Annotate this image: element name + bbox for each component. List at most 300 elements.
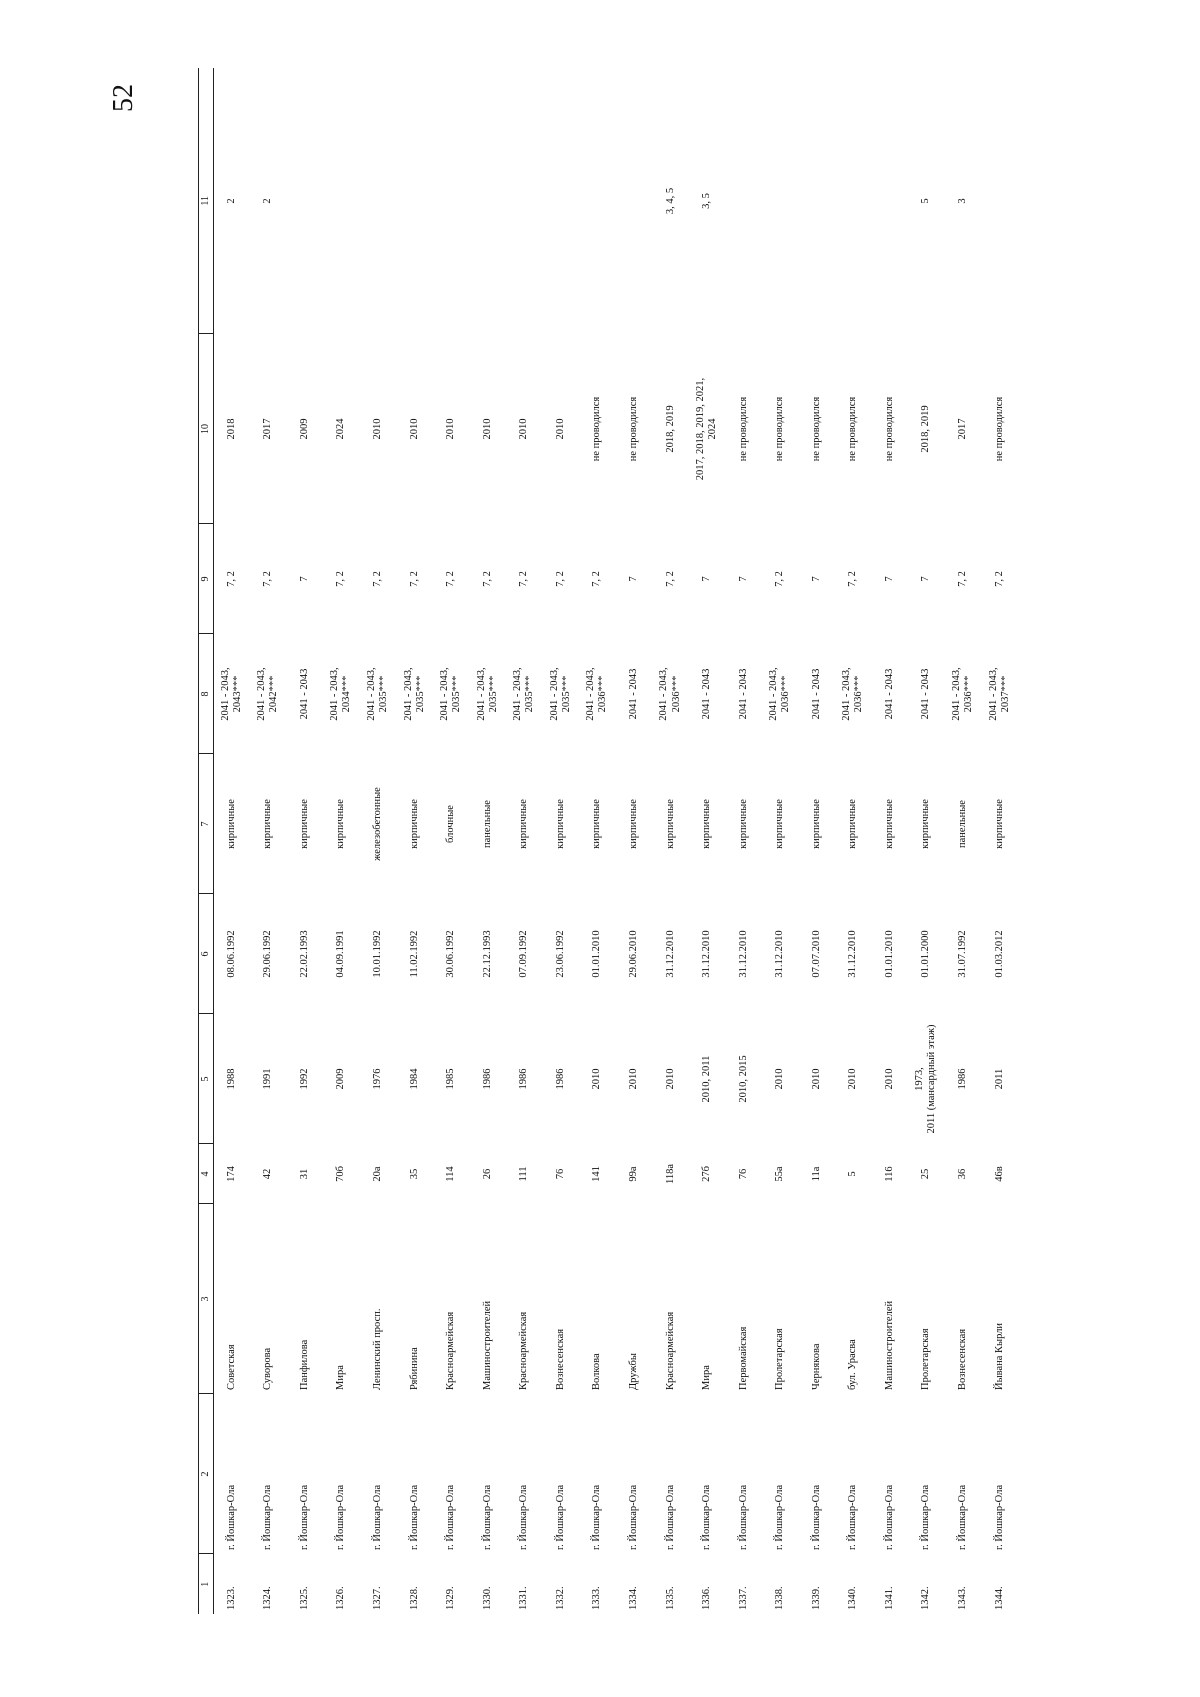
- note-cell: 2: [226, 198, 237, 204]
- house-number-cell: 5: [847, 1171, 859, 1177]
- row-number: 1325.: [298, 1586, 310, 1610]
- repair-done: не проводился: [774, 396, 786, 462]
- date-cell: 07.09.1992: [518, 930, 530, 978]
- repair-period-extra: 2035***: [414, 675, 426, 713]
- row-number: 1338.: [774, 1586, 786, 1610]
- note-cell: [981, 68, 1018, 334]
- repair-done: 2017: [262, 418, 274, 440]
- repair-period-cell: [287, 634, 324, 754]
- repair-done-cell: [872, 334, 909, 524]
- work-code-cell: 7, 2: [847, 571, 859, 587]
- build-year-cell: [506, 1014, 543, 1144]
- street-cell: Йывана Кырли: [993, 1322, 1005, 1390]
- repair-period-cell: [908, 634, 945, 754]
- note-cell: [579, 68, 616, 334]
- house-number-cell: 76: [737, 1168, 749, 1180]
- row-number: 1334.: [627, 1586, 639, 1610]
- column-header: 1: [199, 1554, 214, 1614]
- date-cell: 31.12.2010: [847, 930, 859, 978]
- house-number-cell: 111: [518, 1166, 530, 1182]
- repair-period: 2041 - 2043,: [987, 667, 999, 721]
- table-row: [214, 68, 251, 1614]
- repair-done-cell: [835, 334, 872, 524]
- column-header: 10: [199, 334, 214, 524]
- repair-done-cell: [945, 334, 982, 524]
- street-cell: Волкова: [591, 1353, 603, 1390]
- house-number-cell: 174: [226, 1166, 237, 1182]
- wall-material-cell: кирпичные: [774, 799, 786, 849]
- row-number: 1323.: [226, 1586, 237, 1610]
- repair-period-cell: [945, 634, 982, 754]
- repair-done-cell: [469, 334, 506, 524]
- repair-period-cell: [396, 634, 433, 754]
- date-cell: 31.12.2010: [701, 930, 713, 978]
- repair-done-cell: [506, 334, 543, 524]
- build-year: 1986: [957, 1068, 968, 1090]
- street-cell: Рябинина: [408, 1347, 420, 1390]
- street-cell: Красноармейская: [445, 1311, 457, 1390]
- repair-period-extra: 2035***: [560, 675, 572, 713]
- build-year: 2010: [591, 1068, 603, 1090]
- city-cell: г. Йошкар-Ола: [554, 1484, 566, 1550]
- repair-period: 2041 - 2043: [298, 668, 310, 720]
- city-cell: г. Йошкар-Ола: [664, 1484, 676, 1550]
- repair-period-extra: 2043***: [232, 675, 244, 713]
- note-cell: 3, 4, 5: [664, 187, 676, 215]
- date-cell: 01.03.2012: [993, 930, 1005, 978]
- street-cell: Суворова: [262, 1347, 274, 1390]
- repair-period-cell: [506, 634, 543, 754]
- repair-done: 2017: [957, 418, 968, 440]
- column-header: 7: [199, 754, 214, 894]
- street-cell: Машиностроителей: [481, 1300, 493, 1390]
- build-year-cell: [616, 1014, 653, 1144]
- city-cell: г. Йошкар-Ола: [810, 1484, 822, 1550]
- build-year: 2009: [335, 1068, 347, 1090]
- street-cell: Пролетарская: [774, 1328, 786, 1390]
- row-number: 1324.: [262, 1586, 274, 1610]
- repair-period-cell: [360, 634, 397, 754]
- city-cell: г. Йошкар-Ола: [372, 1484, 383, 1550]
- repair-period: 2041 - 2043,: [768, 667, 780, 721]
- table-row: [908, 68, 945, 1614]
- build-year: 1984: [408, 1068, 420, 1090]
- street-cell: Советская: [226, 1344, 237, 1390]
- build-year-cell: [433, 1014, 470, 1144]
- city-cell: г. Йошкар-Ола: [920, 1484, 932, 1550]
- repair-period-cell: [579, 634, 616, 754]
- date-cell: 31.12.2010: [774, 930, 786, 978]
- note-cell: [287, 68, 324, 334]
- row-number: 1329.: [445, 1586, 457, 1610]
- repair-done: не проводился: [627, 396, 639, 462]
- date-cell: 08.06.1992: [226, 930, 237, 978]
- repair-period-extra: 2035***: [451, 675, 463, 713]
- column-header: 6: [199, 894, 214, 1014]
- build-year: 2010, 2015: [737, 1055, 749, 1103]
- wall-material-cell: блочные: [445, 805, 457, 843]
- date-cell: 04.09.1991: [335, 930, 347, 978]
- repair-period-extra: 2035***: [487, 675, 499, 713]
- table-row: [396, 68, 433, 1614]
- row-number: 1339.: [810, 1586, 822, 1610]
- work-code-cell: 7, 2: [664, 571, 676, 587]
- city-cell: г. Йошкар-Ола: [993, 1484, 1005, 1550]
- repair-done-cell: [762, 334, 799, 524]
- repair-done-cell: [725, 334, 762, 524]
- date-cell: 23.06.1992: [554, 930, 566, 978]
- repair-done-extra: 2024: [707, 418, 719, 440]
- table-row: [872, 68, 909, 1614]
- repair-period: 2041 - 2043,: [439, 667, 451, 721]
- street-cell: Мира: [701, 1365, 713, 1390]
- city-cell: г. Йошкар-Ола: [847, 1484, 859, 1550]
- column-header: 8: [199, 634, 214, 754]
- repair-period-extra: 2034***: [341, 675, 353, 713]
- build-year-cell: [762, 1014, 799, 1144]
- table-row: [799, 68, 836, 1614]
- repair-period-cell: [323, 634, 360, 754]
- house-number-cell: 31: [298, 1168, 310, 1180]
- note-cell: 2: [262, 198, 274, 204]
- repair-period-extra: 2036***: [670, 675, 682, 713]
- repair-period: 2041 - 2043: [737, 668, 749, 720]
- note-cell: [506, 68, 543, 334]
- house-number-cell: 141: [591, 1166, 603, 1182]
- build-year: 2010: [664, 1068, 676, 1090]
- city-cell: г. Йошкар-Ола: [957, 1484, 968, 1550]
- build-year-cell: [725, 1014, 762, 1144]
- work-code-cell: 7, 2: [335, 571, 347, 587]
- house-number-cell: 35: [408, 1168, 420, 1180]
- work-code-cell: 7: [701, 576, 713, 582]
- repair-period-cell: [872, 634, 909, 754]
- table-row: [323, 68, 360, 1614]
- build-year: 2010: [810, 1068, 822, 1090]
- build-year: 2010: [883, 1068, 895, 1090]
- work-code-cell: 7, 2: [408, 571, 420, 587]
- table-row: [506, 68, 543, 1614]
- note-cell: [469, 68, 506, 334]
- wall-material-cell: кирпичные: [298, 799, 310, 849]
- repair-period-cell: [433, 634, 470, 754]
- wall-material-cell: кирпичные: [847, 799, 859, 849]
- note-cell: [543, 68, 580, 334]
- wall-material-cell: кирпичные: [226, 799, 237, 849]
- build-year: 1992: [298, 1068, 310, 1090]
- build-year: 2010: [847, 1068, 859, 1090]
- table-row: [543, 68, 580, 1614]
- build-year-cell: [689, 1014, 726, 1144]
- repair-period: 2041 - 2043: [810, 668, 822, 720]
- date-cell: 01.01.2010: [883, 930, 895, 978]
- repair-done-cell: [433, 334, 470, 524]
- repair-done-cell: [579, 334, 616, 524]
- note-cell: [835, 68, 872, 334]
- build-year-extra: 2011 (мансардный этаж): [926, 1024, 938, 1134]
- build-year: 1988: [226, 1068, 237, 1090]
- table-row: [835, 68, 872, 1614]
- row-number: 1328.: [408, 1586, 420, 1610]
- wall-material-cell: кирпичные: [883, 799, 895, 849]
- build-year-cell: [945, 1014, 982, 1144]
- row-number: 1344.: [993, 1586, 1005, 1610]
- repair-period: 2041 - 2043: [627, 668, 639, 720]
- date-cell: 11.02.1992: [408, 930, 420, 978]
- note-cell: [616, 68, 653, 334]
- repair-period-cell: [689, 634, 726, 754]
- repair-done: 2010: [445, 418, 457, 440]
- repair-done-cell: [689, 334, 726, 524]
- table-row: [616, 68, 653, 1614]
- city-cell: г. Йошкар-Ола: [445, 1484, 457, 1550]
- date-cell: 31.07.1992: [957, 930, 968, 978]
- work-code-cell: 7, 2: [554, 571, 566, 587]
- wall-material-cell: кирпичные: [408, 799, 420, 849]
- repair-period-cell: [652, 634, 689, 754]
- repair-period: 2041 - 2043: [701, 668, 713, 720]
- street-cell: Машиностроителей: [883, 1300, 895, 1390]
- city-cell: г. Йошкар-Ола: [737, 1484, 749, 1550]
- note-cell: [396, 68, 433, 334]
- note-cell: [762, 68, 799, 334]
- repair-done-cell: [214, 334, 251, 524]
- table-row: [287, 68, 324, 1614]
- repair-period-extra: 2037***: [999, 675, 1011, 713]
- house-number-cell: 70б: [335, 1166, 347, 1182]
- work-code-cell: 7, 2: [591, 571, 603, 587]
- work-code-cell: 7, 2: [518, 571, 530, 587]
- build-year: 2010: [627, 1068, 639, 1090]
- note-cell: [433, 68, 470, 334]
- wall-material-cell: кирпичные: [262, 799, 274, 849]
- city-cell: г. Йошкар-Ола: [335, 1484, 347, 1550]
- build-year: 2010, 2011: [701, 1055, 713, 1103]
- house-number-cell: 46в: [993, 1166, 1005, 1182]
- column-header: 3: [199, 1204, 214, 1394]
- repair-period: 2041 - 2043,: [658, 667, 670, 721]
- column-header: 5: [199, 1014, 214, 1144]
- date-cell: 31.12.2010: [664, 930, 676, 978]
- build-year-cell: [908, 1014, 945, 1144]
- work-code-cell: 7, 2: [774, 571, 786, 587]
- repair-done: 2017, 2018, 2019, 2021,: [695, 377, 707, 481]
- work-code-cell: 7, 2: [372, 571, 383, 587]
- repair-period: 2041 - 2043,: [475, 667, 487, 721]
- table-row: [652, 68, 689, 1614]
- work-code-cell: 7, 2: [993, 571, 1005, 587]
- table-row: [725, 68, 762, 1614]
- work-code-cell: 7: [883, 576, 895, 582]
- wall-material-cell: кирпичные: [554, 799, 566, 849]
- table-row: [433, 68, 470, 1614]
- build-year-cell: [799, 1014, 836, 1144]
- repair-period-cell: [762, 634, 799, 754]
- repair-period-extra: 2035***: [524, 675, 536, 713]
- date-cell: 29.06.2010: [627, 930, 639, 978]
- build-year: 1976: [372, 1068, 383, 1090]
- date-cell: 01.01.2010: [591, 930, 603, 978]
- street-cell: Первомайская: [737, 1326, 749, 1390]
- capital-repair-table: [198, 68, 1018, 1614]
- row-number: 1332.: [554, 1586, 566, 1610]
- wall-material-cell: кирпичные: [664, 799, 676, 849]
- street-cell: Чернякова: [810, 1343, 822, 1390]
- house-number-cell: 20а: [372, 1166, 383, 1182]
- repair-period-cell: [835, 634, 872, 754]
- row-number: 1327.: [372, 1586, 383, 1610]
- note-cell: [360, 68, 397, 334]
- column-number-row: [199, 68, 214, 1614]
- city-cell: г. Йошкар-Ола: [518, 1484, 530, 1550]
- date-cell: 01.01.2000: [920, 930, 932, 978]
- repair-done-cell: [543, 334, 580, 524]
- city-cell: г. Йошкар-Ола: [262, 1484, 274, 1550]
- note-cell: 3, 5: [701, 193, 713, 209]
- wall-material-cell: кирпичные: [737, 799, 749, 849]
- column-header: 4: [199, 1144, 214, 1204]
- work-code-cell: 7: [920, 576, 932, 582]
- build-year: 1986: [481, 1068, 493, 1090]
- house-number-cell: 42: [262, 1168, 274, 1180]
- street-cell: Дружбы: [627, 1353, 639, 1390]
- repair-done: 2010: [481, 418, 493, 440]
- repair-done: не проводился: [993, 396, 1005, 462]
- repair-period: 2041 - 2043: [920, 668, 932, 720]
- house-number-cell: 27б: [701, 1166, 713, 1182]
- repair-done: 2010: [372, 418, 383, 440]
- repair-period: 2041 - 2043,: [585, 667, 597, 721]
- repair-done: 2010: [518, 418, 530, 440]
- build-year-cell: [835, 1014, 872, 1144]
- repair-period: 2041 - 2043,: [219, 667, 231, 721]
- build-year-cell: [469, 1014, 506, 1144]
- repair-done-cell: [396, 334, 433, 524]
- repair-period-extra: 2036***: [597, 675, 609, 713]
- work-code-cell: 7: [810, 576, 822, 582]
- city-cell: г. Йошкар-Ола: [408, 1484, 420, 1550]
- column-header: 9: [199, 524, 214, 634]
- work-code-cell: 7, 2: [226, 571, 237, 587]
- wall-material-cell: кирпичные: [335, 799, 347, 849]
- date-cell: 22.12.1993: [481, 930, 493, 978]
- repair-done-cell: [981, 334, 1018, 524]
- column-header: 11: [199, 68, 214, 334]
- build-year: 1986: [518, 1068, 530, 1090]
- repair-done: 2018, 2019: [664, 405, 676, 453]
- street-cell: Панфилова: [298, 1339, 310, 1390]
- repair-done-cell: [616, 334, 653, 524]
- repair-period-extra: 2042***: [268, 675, 280, 713]
- repair-done: 2010: [408, 418, 420, 440]
- build-year: 1973,: [914, 1067, 926, 1091]
- row-number: 1341.: [883, 1586, 895, 1610]
- build-year: 2011: [993, 1068, 1005, 1090]
- city-cell: г. Йошкар-Ола: [627, 1484, 639, 1550]
- repair-period: 2041 - 2043,: [329, 667, 341, 721]
- house-number-cell: 25: [920, 1168, 932, 1180]
- note-cell: [725, 68, 762, 334]
- date-cell: 22.02.1993: [298, 930, 310, 978]
- repair-period-extra: 2036***: [780, 675, 792, 713]
- note-cell: 3: [957, 198, 968, 204]
- repair-period-cell: [616, 634, 653, 754]
- work-code-cell: 7, 2: [445, 571, 457, 587]
- note-cell: [323, 68, 360, 334]
- city-cell: г. Йошкар-Ола: [701, 1484, 713, 1550]
- house-number-cell: 116: [883, 1166, 895, 1182]
- repair-done-cell: [908, 334, 945, 524]
- house-number-cell: 26: [481, 1168, 493, 1180]
- note-cell: 5: [920, 198, 932, 204]
- build-year-cell: [250, 1014, 287, 1144]
- repair-done-cell: [250, 334, 287, 524]
- date-cell: 10.01.1992: [372, 930, 383, 978]
- city-cell: г. Йошкар-Ола: [226, 1484, 237, 1550]
- city-cell: г. Йошкар-Ола: [774, 1484, 786, 1550]
- wall-material-cell: железобетонные: [372, 787, 383, 861]
- table-row: [689, 68, 726, 1614]
- build-year-cell: [360, 1014, 397, 1144]
- build-year-cell: [214, 1014, 251, 1144]
- repair-done-cell: [287, 334, 324, 524]
- build-year: 2010: [774, 1068, 786, 1090]
- note-cell: [799, 68, 836, 334]
- wall-material-cell: кирпичные: [518, 799, 530, 849]
- work-code-cell: 7: [737, 576, 749, 582]
- wall-material-cell: кирпичные: [701, 799, 713, 849]
- build-year: 1985: [445, 1068, 457, 1090]
- row-number: 1333.: [591, 1586, 603, 1610]
- street-cell: Вознесенская: [957, 1328, 968, 1390]
- repair-period: 2041 - 2043,: [365, 667, 377, 721]
- repair-period-cell: [214, 634, 251, 754]
- build-year-cell: [652, 1014, 689, 1144]
- work-code-cell: 7, 2: [481, 571, 493, 587]
- date-cell: 29.06.1992: [262, 930, 274, 978]
- repair-done: не проводился: [591, 396, 603, 462]
- city-cell: г. Йошкар-Ола: [298, 1484, 310, 1550]
- repair-period-cell: [799, 634, 836, 754]
- repair-period-cell: [469, 634, 506, 754]
- repair-period-cell: [725, 634, 762, 754]
- note-cell: [872, 68, 909, 334]
- repair-period-cell: [250, 634, 287, 754]
- table-row: [981, 68, 1018, 1614]
- row-number: 1326.: [335, 1586, 347, 1610]
- city-cell: г. Йошкар-Ола: [481, 1484, 493, 1550]
- work-code-cell: 7, 2: [262, 571, 274, 587]
- repair-period: 2041 - 2043,: [841, 667, 853, 721]
- table-row: [945, 68, 982, 1614]
- repair-done-cell: [799, 334, 836, 524]
- repair-done: не проводился: [883, 396, 895, 462]
- repair-period-extra: 2035***: [378, 675, 390, 713]
- build-year-cell: [872, 1014, 909, 1144]
- row-number: 1330.: [481, 1586, 493, 1610]
- street-cell: Вознесенская: [554, 1328, 566, 1390]
- street-cell: Ленинский просп.: [372, 1308, 383, 1390]
- build-year: 1991: [262, 1068, 274, 1090]
- work-code-cell: 7, 2: [957, 571, 968, 587]
- wall-material-cell: панельные: [957, 800, 968, 848]
- repair-done-cell: [323, 334, 360, 524]
- table-row: [762, 68, 799, 1614]
- city-cell: г. Йошкар-Ола: [591, 1484, 603, 1550]
- house-number-cell: 55а: [774, 1166, 786, 1182]
- work-code-cell: 7: [298, 576, 310, 582]
- date-cell: 30.06.1992: [445, 930, 457, 978]
